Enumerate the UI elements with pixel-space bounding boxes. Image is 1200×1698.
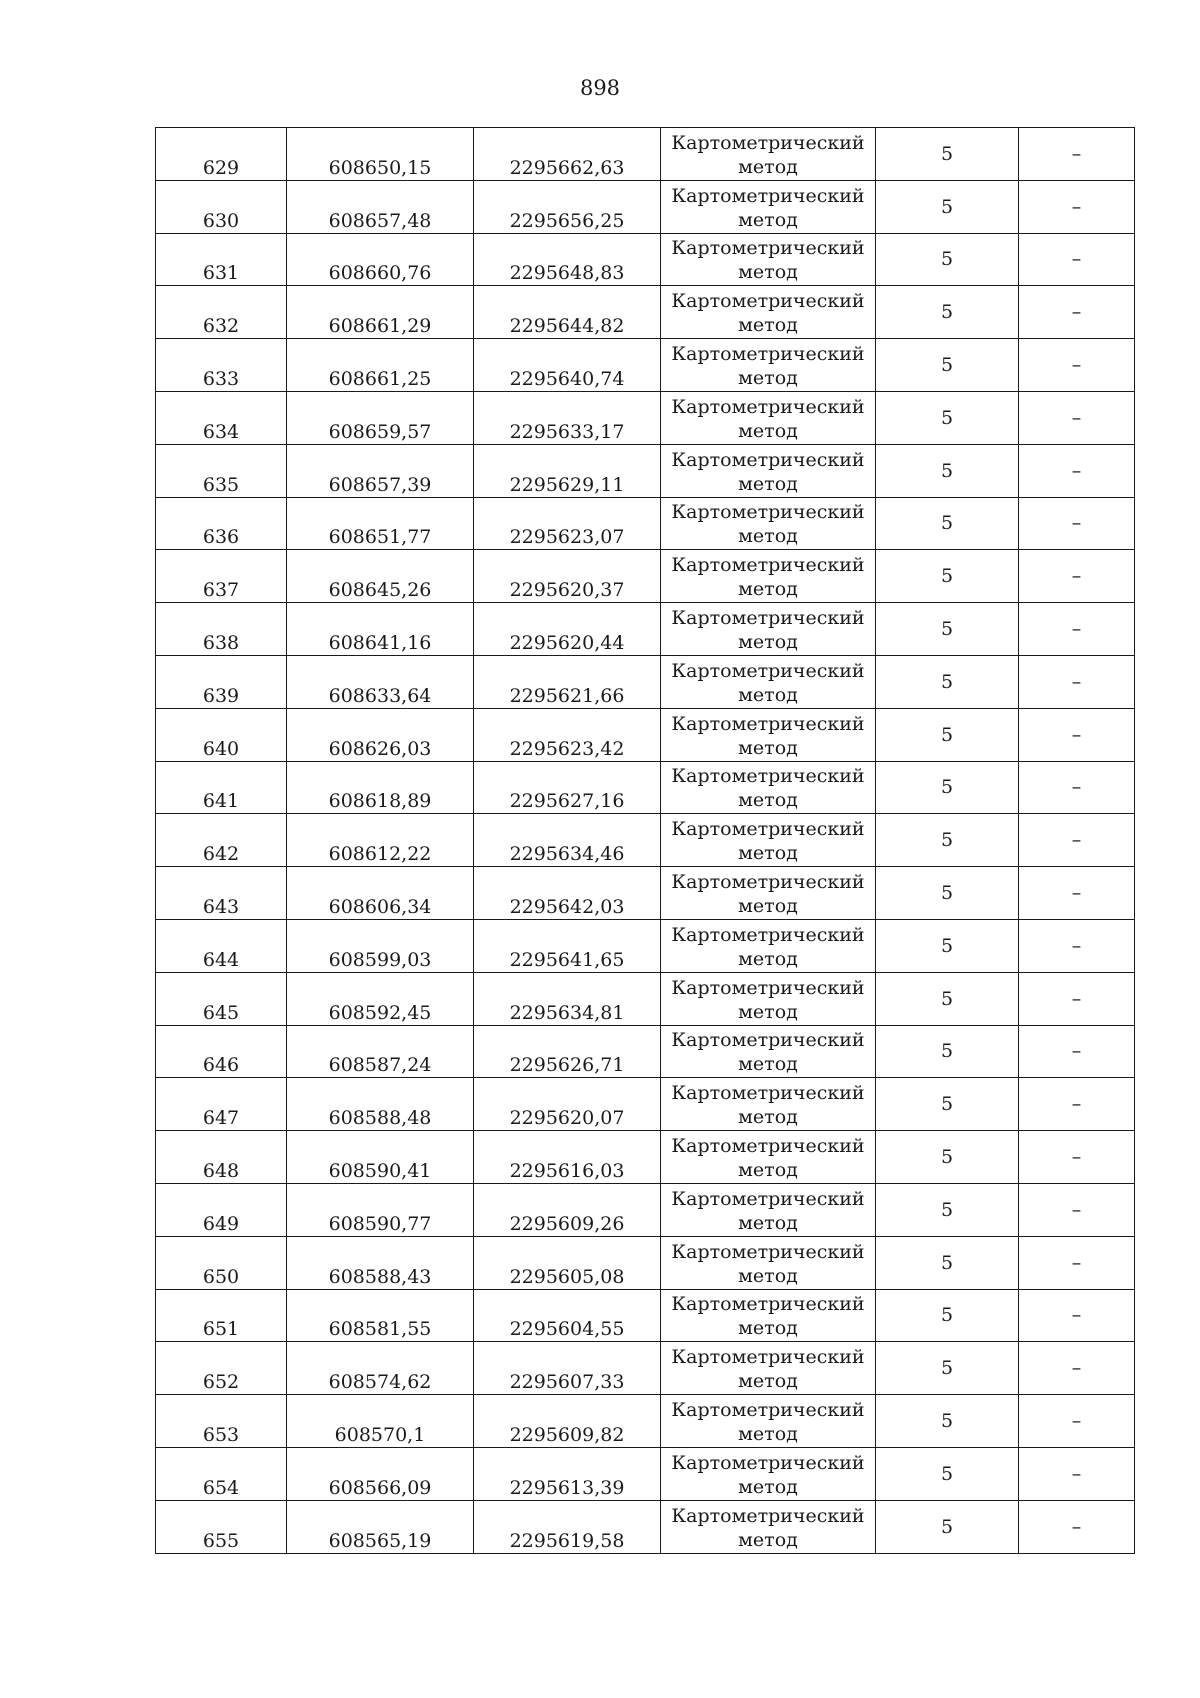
y-coordinate-cell: 2295627,16: [474, 761, 661, 814]
x-coordinate-cell: 608651,77: [287, 497, 474, 550]
note-cell: –: [1019, 497, 1135, 550]
table-row: [156, 339, 1135, 392]
x-coordinate-cell: 608590,77: [287, 1183, 474, 1236]
x-coordinate-cell: 608570,1: [287, 1395, 474, 1448]
y-coordinate-cell: 2295609,82: [474, 1395, 661, 1448]
x-coordinate-cell: 608581,55: [287, 1289, 474, 1342]
accuracy-cell: 5: [876, 391, 1019, 444]
accuracy-cell: 5: [876, 1342, 1019, 1395]
point-number-cell: 648: [156, 1131, 287, 1184]
method-line-1: Картометрический: [671, 659, 865, 682]
accuracy-cell: 5: [876, 1078, 1019, 1131]
method-line-1: Картометрический: [671, 1451, 865, 1474]
x-coordinate-cell: 608566,09: [287, 1447, 474, 1500]
point-number-cell: 647: [156, 1078, 287, 1131]
method-cell: [661, 919, 876, 972]
point-number-cell: 638: [156, 603, 287, 656]
table-row: [156, 286, 1135, 339]
accuracy-cell: 5: [876, 286, 1019, 339]
accuracy-cell: 5: [876, 708, 1019, 761]
accuracy-cell: 5: [876, 1447, 1019, 1500]
accuracy-cell: 5: [876, 867, 1019, 920]
point-number-cell: 641: [156, 761, 287, 814]
x-coordinate-cell: 608645,26: [287, 550, 474, 603]
accuracy-cell: 5: [876, 972, 1019, 1025]
point-number-cell: 651: [156, 1289, 287, 1342]
note-cell: –: [1019, 708, 1135, 761]
method-line-1: Картометрический: [671, 1135, 865, 1158]
x-coordinate-cell: 608659,57: [287, 391, 474, 444]
point-number-cell: 636: [156, 497, 287, 550]
note-cell: –: [1019, 1500, 1135, 1553]
method-cell: [661, 761, 876, 814]
y-coordinate-cell: 2295604,55: [474, 1289, 661, 1342]
method-line-2: метод: [738, 1423, 798, 1446]
x-coordinate-cell: 608633,64: [287, 655, 474, 708]
method-line-2: метод: [738, 261, 798, 284]
note-cell: –: [1019, 180, 1135, 233]
y-coordinate-cell: 2295605,08: [474, 1236, 661, 1289]
method-line-1: Картометрический: [671, 765, 865, 788]
method-line-1: Картометрический: [671, 607, 865, 630]
x-coordinate-cell: 608641,16: [287, 603, 474, 656]
x-coordinate-cell: 608660,76: [287, 233, 474, 286]
method-cell: [661, 867, 876, 920]
point-number-cell: 631: [156, 233, 287, 286]
method-cell: [661, 1025, 876, 1078]
method-line-1: Картометрический: [671, 1293, 865, 1316]
x-coordinate-cell: 608618,89: [287, 761, 474, 814]
method-line-1: Картометрический: [671, 395, 865, 418]
note-cell: –: [1019, 603, 1135, 656]
table-row: [156, 919, 1135, 972]
table-row: [156, 1025, 1135, 1078]
y-coordinate-cell: 2295644,82: [474, 286, 661, 339]
x-coordinate-cell: 608612,22: [287, 814, 474, 867]
coordinates-table: [155, 127, 1135, 1554]
table-row: [156, 1236, 1135, 1289]
method-cell: [661, 1447, 876, 1500]
point-number-cell: 650: [156, 1236, 287, 1289]
table-row: [156, 1183, 1135, 1236]
method-line-1: Картометрический: [671, 923, 865, 946]
note-cell: –: [1019, 128, 1135, 181]
method-cell: [661, 339, 876, 392]
note-cell: –: [1019, 761, 1135, 814]
point-number-cell: 642: [156, 814, 287, 867]
method-line-2: метод: [738, 1475, 798, 1498]
method-line-1: Картометрический: [671, 818, 865, 841]
note-cell: –: [1019, 1078, 1135, 1131]
accuracy-cell: 5: [876, 233, 1019, 286]
table-row: [156, 603, 1135, 656]
table-row: [156, 233, 1135, 286]
method-line-2: метод: [738, 472, 798, 495]
accuracy-cell: 5: [876, 603, 1019, 656]
method-cell: [661, 180, 876, 233]
point-number-cell: 635: [156, 444, 287, 497]
y-coordinate-cell: 2295616,03: [474, 1131, 661, 1184]
y-coordinate-cell: 2295634,81: [474, 972, 661, 1025]
accuracy-cell: 5: [876, 1395, 1019, 1448]
method-line-1: Картометрический: [671, 1399, 865, 1422]
note-cell: –: [1019, 972, 1135, 1025]
point-number-cell: 633: [156, 339, 287, 392]
x-coordinate-cell: 608565,19: [287, 1500, 474, 1553]
accuracy-cell: 5: [876, 655, 1019, 708]
note-cell: –: [1019, 1236, 1135, 1289]
note-cell: –: [1019, 919, 1135, 972]
table-row: [156, 180, 1135, 233]
method-cell: [661, 655, 876, 708]
note-cell: –: [1019, 233, 1135, 286]
method-cell: [661, 1078, 876, 1131]
accuracy-cell: 5: [876, 1025, 1019, 1078]
accuracy-cell: 5: [876, 1183, 1019, 1236]
point-number-cell: 655: [156, 1500, 287, 1553]
method-cell: [661, 972, 876, 1025]
x-coordinate-cell: 608661,29: [287, 286, 474, 339]
note-cell: –: [1019, 1447, 1135, 1500]
accuracy-cell: 5: [876, 919, 1019, 972]
note-cell: –: [1019, 1025, 1135, 1078]
x-coordinate-cell: 608606,34: [287, 867, 474, 920]
method-line-1: Картометрический: [671, 1504, 865, 1527]
point-number-cell: 640: [156, 708, 287, 761]
accuracy-cell: 5: [876, 550, 1019, 603]
table-row: [156, 761, 1135, 814]
method-cell: [661, 444, 876, 497]
y-coordinate-cell: 2295626,71: [474, 1025, 661, 1078]
point-number-cell: 639: [156, 655, 287, 708]
x-coordinate-cell: 608590,41: [287, 1131, 474, 1184]
accuracy-cell: 5: [876, 1236, 1019, 1289]
point-number-cell: 653: [156, 1395, 287, 1448]
accuracy-cell: 5: [876, 444, 1019, 497]
y-coordinate-cell: 2295613,39: [474, 1447, 661, 1500]
point-number-cell: 632: [156, 286, 287, 339]
method-cell: [661, 603, 876, 656]
method-line-2: метод: [738, 1370, 798, 1393]
x-coordinate-cell: 608650,15: [287, 128, 474, 181]
method-line-1: Картометрический: [671, 712, 865, 735]
method-line-2: метод: [738, 419, 798, 442]
method-cell: [661, 286, 876, 339]
y-coordinate-cell: 2295620,07: [474, 1078, 661, 1131]
table-row: [156, 655, 1135, 708]
note-cell: –: [1019, 1131, 1135, 1184]
method-cell: [661, 814, 876, 867]
method-line-1: Картометрический: [671, 1240, 865, 1263]
method-line-1: Картометрический: [671, 1029, 865, 1052]
method-line-1: Картометрический: [671, 448, 865, 471]
method-line-2: метод: [738, 208, 798, 231]
y-coordinate-cell: 2295621,66: [474, 655, 661, 708]
accuracy-cell: 5: [876, 180, 1019, 233]
point-number-cell: 634: [156, 391, 287, 444]
point-number-cell: 637: [156, 550, 287, 603]
method-line-2: метод: [738, 1317, 798, 1340]
note-cell: –: [1019, 391, 1135, 444]
note-cell: –: [1019, 1342, 1135, 1395]
point-number-cell: 645: [156, 972, 287, 1025]
note-cell: –: [1019, 867, 1135, 920]
method-line-1: Картометрический: [671, 237, 865, 260]
y-coordinate-cell: 2295656,25: [474, 180, 661, 233]
method-cell: [661, 1500, 876, 1553]
method-line-2: метод: [738, 789, 798, 812]
x-coordinate-cell: 608588,43: [287, 1236, 474, 1289]
method-cell: [661, 1183, 876, 1236]
method-line-2: метод: [738, 683, 798, 706]
y-coordinate-cell: 2295641,65: [474, 919, 661, 972]
method-line-2: метод: [738, 367, 798, 390]
method-cell: [661, 708, 876, 761]
method-line-1: Картометрический: [671, 184, 865, 207]
point-number-cell: 649: [156, 1183, 287, 1236]
table-row: [156, 1395, 1135, 1448]
method-cell: [661, 1289, 876, 1342]
accuracy-cell: 5: [876, 1500, 1019, 1553]
method-line-2: метод: [738, 631, 798, 654]
accuracy-cell: 5: [876, 497, 1019, 550]
accuracy-cell: 5: [876, 761, 1019, 814]
method-line-2: метод: [738, 736, 798, 759]
x-coordinate-cell: 608657,39: [287, 444, 474, 497]
y-coordinate-cell: 2295620,37: [474, 550, 661, 603]
point-number-cell: 654: [156, 1447, 287, 1500]
table-row: [156, 708, 1135, 761]
method-line-2: метод: [738, 155, 798, 178]
method-line-1: Картометрический: [671, 1082, 865, 1105]
method-cell: [661, 1131, 876, 1184]
note-cell: –: [1019, 339, 1135, 392]
accuracy-cell: 5: [876, 128, 1019, 181]
point-number-cell: 643: [156, 867, 287, 920]
y-coordinate-cell: 2295620,44: [474, 603, 661, 656]
table-row: [156, 497, 1135, 550]
method-line-2: метод: [738, 1053, 798, 1076]
table-row: [156, 1289, 1135, 1342]
method-line-1: Картометрический: [671, 290, 865, 313]
y-coordinate-cell: 2295648,83: [474, 233, 661, 286]
coordinates-table-body: [156, 128, 1135, 1554]
method-cell: [661, 1236, 876, 1289]
page-number: 898: [579, 76, 621, 100]
method-line-1: Картометрический: [671, 131, 865, 154]
note-cell: –: [1019, 1183, 1135, 1236]
method-line-2: метод: [738, 1106, 798, 1129]
x-coordinate-cell: 608657,48: [287, 180, 474, 233]
method-line-2: метод: [738, 1528, 798, 1551]
method-cell: [661, 1342, 876, 1395]
x-coordinate-cell: 608661,25: [287, 339, 474, 392]
x-coordinate-cell: 608588,48: [287, 1078, 474, 1131]
y-coordinate-cell: 2295607,33: [474, 1342, 661, 1395]
x-coordinate-cell: 608574,62: [287, 1342, 474, 1395]
method-line-1: Картометрический: [671, 871, 865, 894]
y-coordinate-cell: 2295662,63: [474, 128, 661, 181]
note-cell: –: [1019, 286, 1135, 339]
table-row: [156, 1447, 1135, 1500]
method-line-2: метод: [738, 1211, 798, 1234]
method-line-2: метод: [738, 578, 798, 601]
x-coordinate-cell: 608587,24: [287, 1025, 474, 1078]
y-coordinate-cell: 2295619,58: [474, 1500, 661, 1553]
y-coordinate-cell: 2295633,17: [474, 391, 661, 444]
table-row: [156, 1078, 1135, 1131]
accuracy-cell: 5: [876, 1131, 1019, 1184]
table-row: [156, 814, 1135, 867]
table-row: [156, 444, 1135, 497]
method-line-2: метод: [738, 947, 798, 970]
method-line-2: метод: [738, 314, 798, 337]
table-row: [156, 1342, 1135, 1395]
method-line-1: Картометрический: [671, 501, 865, 524]
method-line-1: Картометрический: [671, 1346, 865, 1369]
y-coordinate-cell: 2295623,07: [474, 497, 661, 550]
method-cell: [661, 128, 876, 181]
table-row: [156, 391, 1135, 444]
y-coordinate-cell: 2295634,46: [474, 814, 661, 867]
method-line-2: метод: [738, 1264, 798, 1287]
x-coordinate-cell: 608592,45: [287, 972, 474, 1025]
y-coordinate-cell: 2295640,74: [474, 339, 661, 392]
table-row: [156, 1500, 1135, 1553]
point-number-cell: 644: [156, 919, 287, 972]
table-row: [156, 867, 1135, 920]
x-coordinate-cell: 608626,03: [287, 708, 474, 761]
point-number-cell: 646: [156, 1025, 287, 1078]
method-line-2: метод: [738, 1000, 798, 1023]
method-line-2: метод: [738, 842, 798, 865]
y-coordinate-cell: 2295629,11: [474, 444, 661, 497]
note-cell: –: [1019, 444, 1135, 497]
method-cell: [661, 1395, 876, 1448]
method-line-1: Картометрический: [671, 976, 865, 999]
point-number-cell: 652: [156, 1342, 287, 1395]
method-line-2: метод: [738, 1159, 798, 1182]
note-cell: –: [1019, 655, 1135, 708]
y-coordinate-cell: 2295623,42: [474, 708, 661, 761]
table-row: [156, 1131, 1135, 1184]
method-line-2: метод: [738, 525, 798, 548]
point-number-cell: 629: [156, 128, 287, 181]
accuracy-cell: 5: [876, 339, 1019, 392]
y-coordinate-cell: 2295609,26: [474, 1183, 661, 1236]
method-line-1: Картометрический: [671, 554, 865, 577]
method-cell: [661, 391, 876, 444]
table-row: [156, 128, 1135, 181]
note-cell: –: [1019, 1289, 1135, 1342]
method-cell: [661, 497, 876, 550]
note-cell: –: [1019, 550, 1135, 603]
table-row: [156, 550, 1135, 603]
method-line-1: Картометрический: [671, 343, 865, 366]
note-cell: –: [1019, 1395, 1135, 1448]
method-cell: [661, 550, 876, 603]
accuracy-cell: 5: [876, 814, 1019, 867]
method-cell: [661, 233, 876, 286]
accuracy-cell: 5: [876, 1289, 1019, 1342]
point-number-cell: 630: [156, 180, 287, 233]
table-row: [156, 972, 1135, 1025]
y-coordinate-cell: 2295642,03: [474, 867, 661, 920]
method-line-1: Картометрический: [671, 1187, 865, 1210]
note-cell: –: [1019, 814, 1135, 867]
method-line-2: метод: [738, 895, 798, 918]
x-coordinate-cell: 608599,03: [287, 919, 474, 972]
